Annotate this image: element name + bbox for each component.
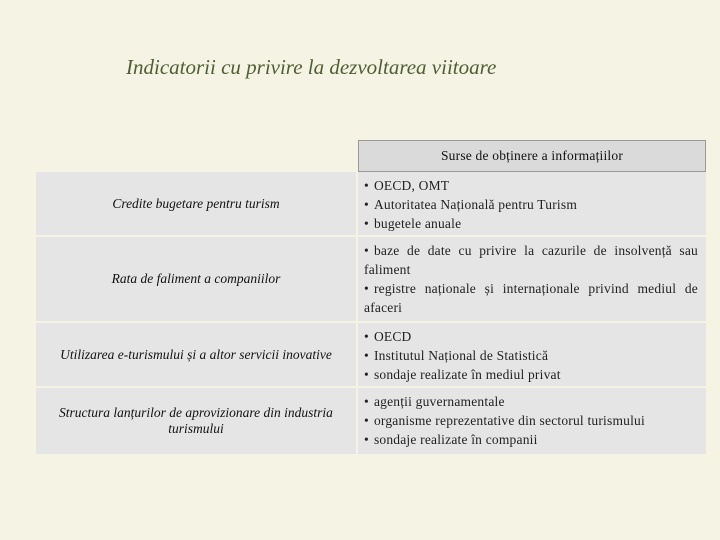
source-item: • bugetele anuale (364, 216, 462, 231)
sources-cell (358, 172, 706, 235)
sources-cell (358, 388, 706, 454)
indicator-cell: Rata de faliment a companiilor (36, 237, 358, 321)
sources-cell (358, 323, 706, 386)
sources-column-header: Surse de obținere a informațiilor (358, 140, 706, 172)
source-item: • OECD, OMT (364, 178, 450, 193)
table-row (36, 237, 706, 323)
source-item: • sondaje realizate în companii (364, 432, 538, 447)
source-item: • baze de date cu privire la cazurile de insolvență sau faliment (364, 243, 698, 277)
indicator-cell: Utilizarea e-turismului și a altor servicii inovative (36, 323, 358, 386)
table-row (36, 388, 706, 456)
table-row (36, 323, 706, 388)
page-title: Indicatorii cu privire la dezvoltarea viitoare (126, 55, 497, 79)
header-spacer (36, 140, 358, 172)
indicators-table (36, 140, 706, 456)
indicator-cell: Structura lanțurilor de aprovizionare din industria turismului (36, 388, 358, 454)
source-item: • Autoritatea Națională pentru Turism (364, 197, 578, 212)
source-item: • organisme reprezentative din sectorul turismului (364, 413, 645, 428)
source-item: • agenții guvernamentale (364, 394, 505, 409)
source-item: • registre naționale și internaționale privind mediul de afaceri (364, 281, 698, 315)
table-row (36, 172, 706, 237)
table-header-row (36, 140, 706, 172)
source-item: • sondaje realizate în mediul privat (364, 367, 561, 382)
indicator-cell: Credite bugetare pentru turism (36, 172, 358, 235)
source-item: • OECD (364, 329, 412, 344)
source-item: • Institutul Național de Statistică (364, 348, 549, 363)
sources-cell (358, 237, 706, 321)
